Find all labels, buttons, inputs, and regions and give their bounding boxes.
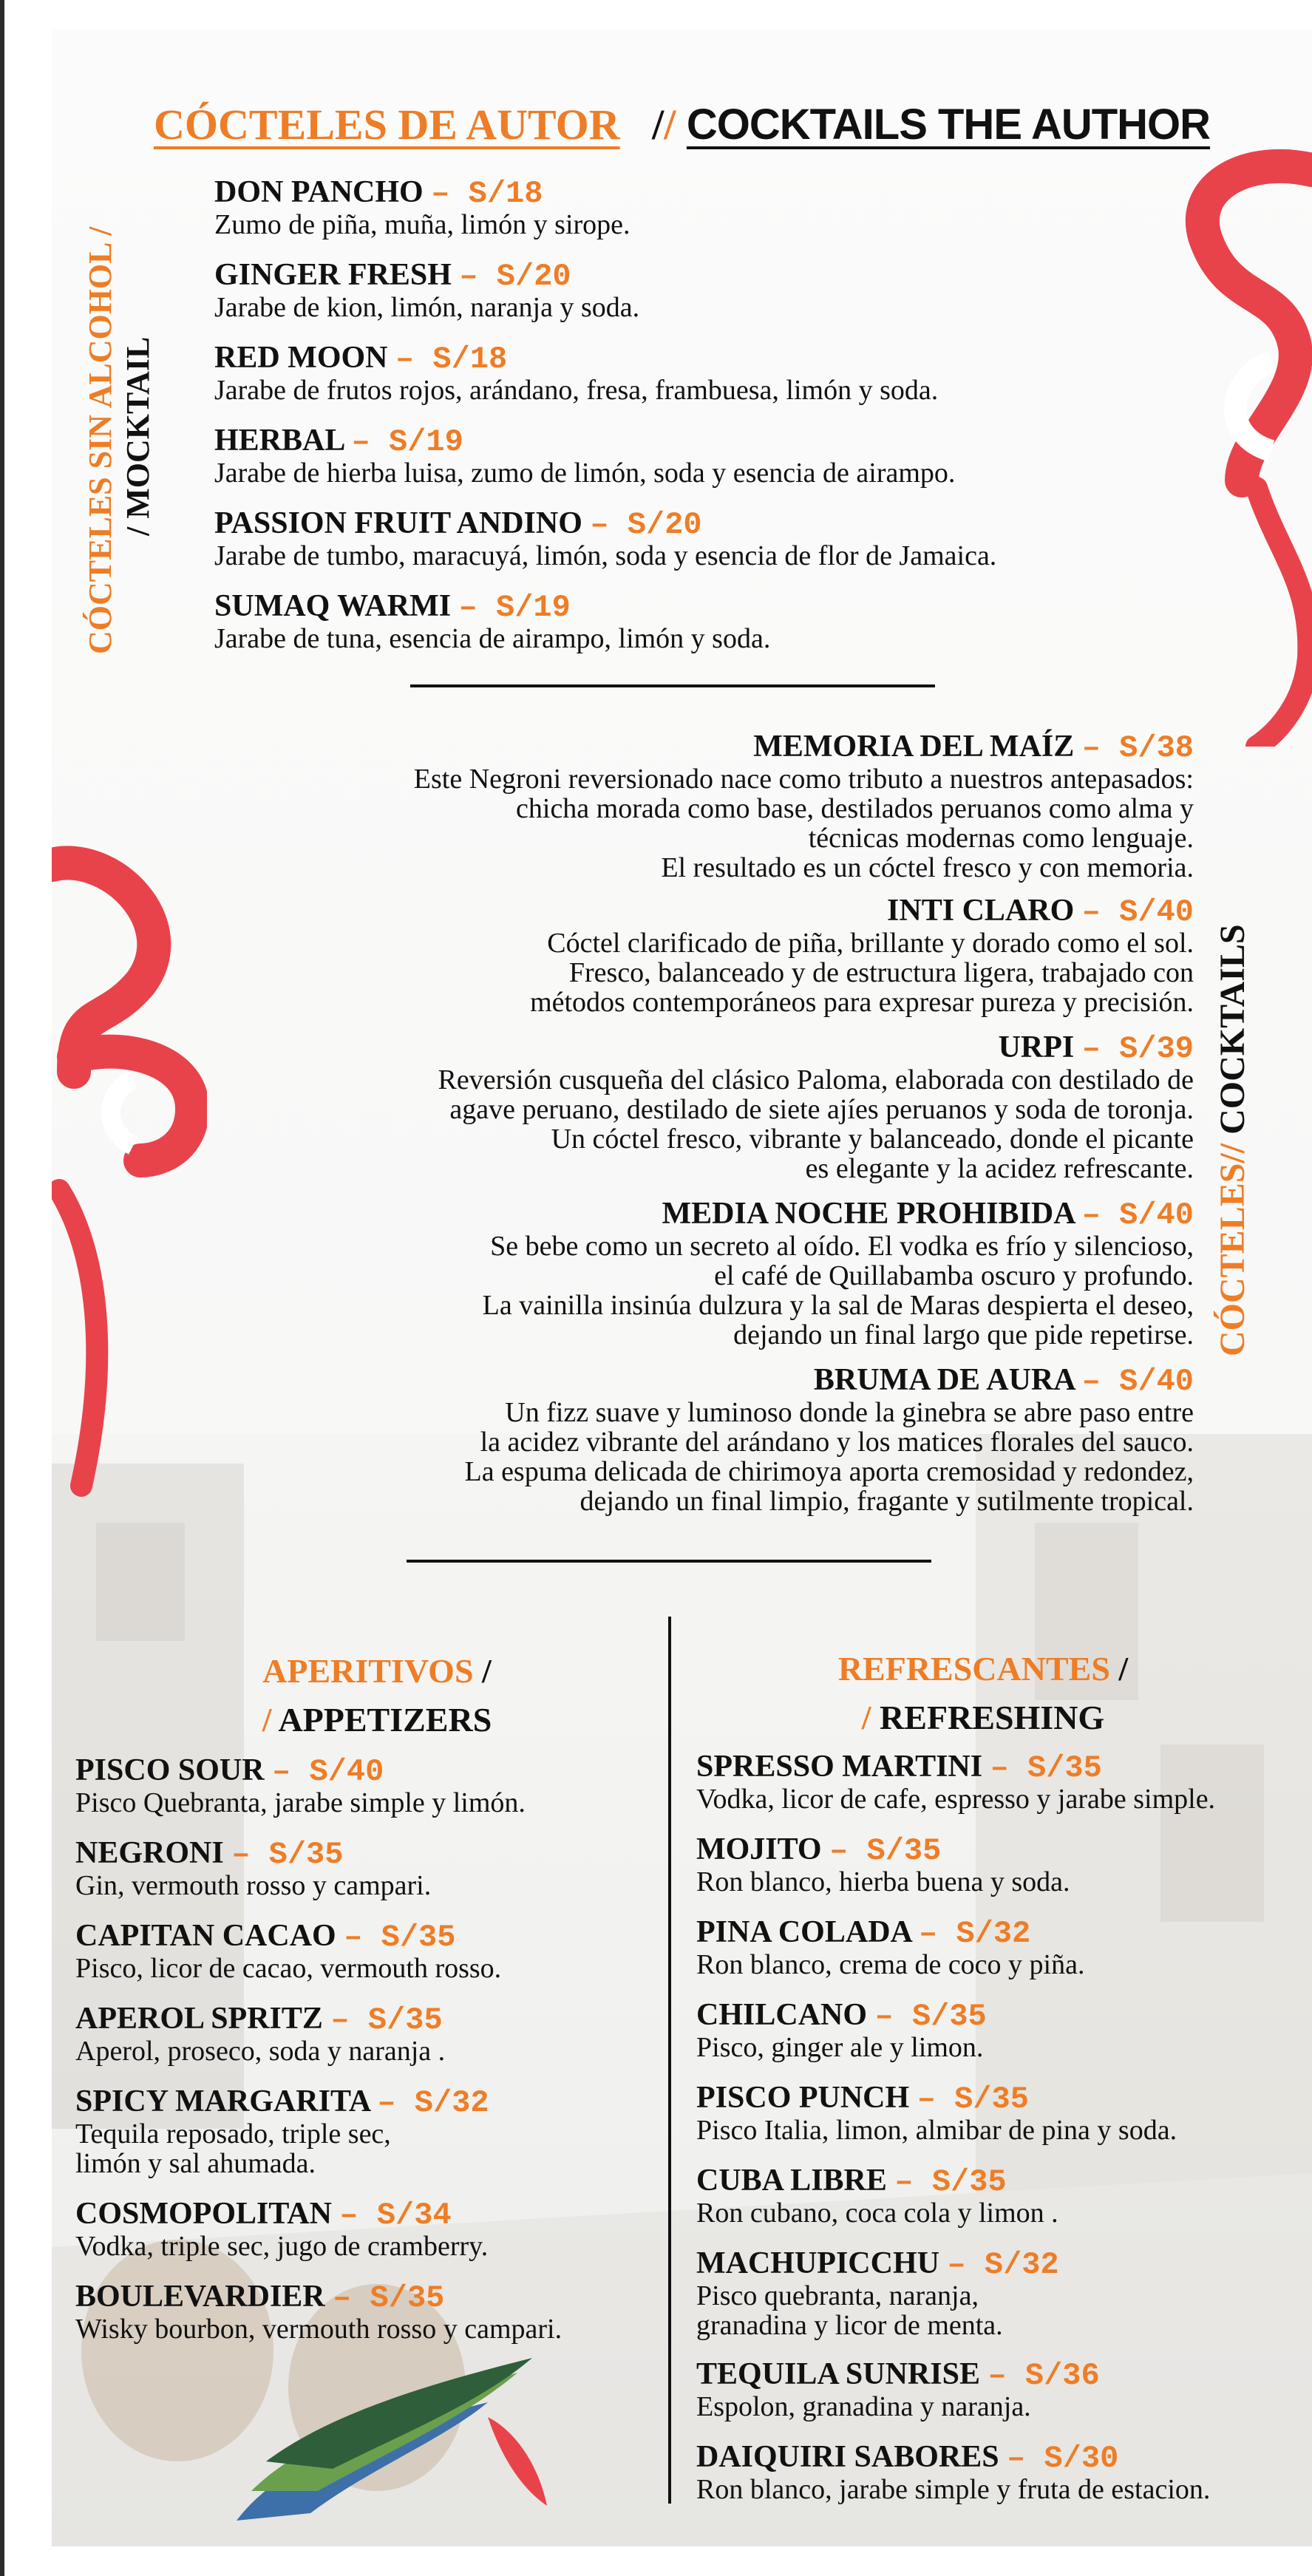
menu-item [214, 507, 996, 571]
item-description: Jarabe de kion, limón, naranja y soda. [214, 292, 640, 323]
item-name-row [438, 1031, 1194, 1065]
item-description: Aperol, proseco, soda y naranja . [75, 2036, 446, 2067]
menu-item [75, 2198, 488, 2261]
item-name: MACHUPICCHU [696, 2246, 939, 2280]
item-price: – S/35 [894, 2164, 1007, 2200]
title-spanish: CÓCTELES DE AUTOR [153, 101, 620, 149]
appetizers-heading [192, 1647, 562, 1744]
item-name-row [696, 2164, 1058, 2198]
menu-item [214, 341, 938, 405]
refreshing-heading-english: REFRESHING [880, 1699, 1105, 1736]
item-description: Jarabe de frutos rojos, arándano, fresa, frambuesa, limón y soda. [214, 375, 939, 406]
item-name-row [214, 590, 770, 624]
item-name: GINGER FRESH [214, 258, 452, 292]
item-name-row [75, 2002, 445, 2036]
menu-item [75, 1754, 526, 1818]
item-price: – S/32 [919, 1916, 1031, 1951]
item-name: HERBAL [214, 424, 344, 458]
item-name: NEGRONI [75, 1836, 224, 1870]
item-description-line: dejando un final limpio, fragante y sutilmente tropical. [579, 1486, 1194, 1517]
item-price: – S/35 [333, 2280, 445, 2316]
section-divider [407, 1560, 931, 1563]
item-name: CAPITAN CACAO [75, 1919, 336, 1953]
title-separator: / [652, 101, 665, 149]
item-description-line: la acidez vibrante del arándano y los matices florales del sauco. [480, 1427, 1194, 1458]
item-name-row [696, 1833, 1070, 1867]
cocktails-label-separator: // [1213, 1143, 1252, 1163]
item-description: Jarabe de tumbo, maracuyá, limón, soda y esencia de flor de Jamaica. [214, 540, 997, 571]
item-description-line: agave peruano, destilado de siete ajíes peruanos y soda de toronja. [449, 1094, 1194, 1125]
menu-item [696, 2164, 1058, 2228]
item-name-row [696, 2358, 1100, 2392]
ribbon-decoration-top-right [1160, 140, 1312, 747]
column-divider [668, 1617, 671, 2504]
menu-item [214, 259, 639, 322]
item-name-row [696, 2441, 1210, 2475]
item-name-row [483, 1197, 1194, 1231]
item-description: Ron blanco, hierba buena y soda. [696, 1866, 1070, 1897]
menu-page [52, 30, 1312, 2546]
item-description: Jarabe de tuna, esencia de airampo, limón y soda. [214, 623, 771, 654]
item-description: Ron blanco, crema de coco y piña. [696, 1949, 1085, 1980]
item-name: DAIQUIRI SABORES [696, 2440, 999, 2474]
menu-item [696, 2441, 1210, 2504]
item-description-line: Pisco quebranta, naranja, [696, 2280, 979, 2311]
item-price: – S/19 [351, 424, 463, 460]
left-edge-rule [0, 0, 4, 2576]
item-name-row [75, 1754, 526, 1788]
item-price: – S/35 [917, 2081, 1029, 2117]
item-name-row [464, 1364, 1194, 1398]
menu-item [696, 1999, 987, 2062]
item-price: – S/20 [590, 507, 702, 543]
item-price: – S/18 [431, 176, 543, 211]
item-price: – S/18 [395, 341, 508, 377]
item-name: SPICY MARGARITA [75, 2084, 370, 2118]
item-name-row [696, 1999, 987, 2033]
menu-item [75, 2085, 489, 2178]
item-name-row [75, 2280, 562, 2314]
item-description: Wisky bourbon, vermouth rosso y campari. [75, 2314, 562, 2345]
item-name: MEMORIA DEL MAÍZ [753, 730, 1075, 764]
item-description: Pisco, licor de cacao, vermouth rosso. [75, 1953, 502, 1984]
menu-item [75, 2280, 562, 2344]
refreshing-heading [798, 1645, 1168, 1742]
item-name-row [214, 424, 955, 458]
item-description: Jarabe de hierba luisa, zumo de limón, soda y esencia de airampo. [214, 458, 956, 489]
item-price: – S/35 [231, 1837, 344, 1872]
mocktail-vertical-label [81, 227, 157, 654]
item-name: MEDIA NOCHE PROHIBIDA [662, 1197, 1075, 1231]
item-price: – S/40 [272, 1754, 384, 1790]
item-description-line: chicha morada como base, destilados peruanos como alma y [516, 793, 1194, 824]
item-price: – S/34 [339, 2198, 452, 2233]
item-name: DON PANCHO [214, 175, 424, 209]
item-name: SUMAQ WARMI [214, 589, 452, 623]
item-price: – S/35 [990, 1750, 1102, 1786]
heading-slash-accent: / [262, 1701, 272, 1739]
item-price: – S/19 [458, 590, 571, 625]
item-name-row [214, 507, 996, 541]
item-price: – S/35 [874, 1999, 987, 2034]
item-description: Vodka, triple sec, jugo de cramberry. [75, 2231, 489, 2262]
menu-item [414, 730, 1194, 883]
menu-item [464, 1364, 1194, 1516]
item-name-row [214, 176, 630, 210]
item-name: TEQUILA SUNRISE [696, 2357, 980, 2391]
item-price: – S/30 [1007, 2441, 1119, 2476]
menu-item [696, 1833, 1070, 1897]
item-name: PISCO PUNCH [696, 2081, 910, 2115]
item-description: Pisco Quebranta, jarabe simple y limón. [75, 1787, 526, 1818]
item-description-line: La espuma delicada de chirimoya aporta cremosidad y redondez, [464, 1456, 1194, 1487]
menu-item [75, 1837, 431, 1900]
item-description-line: el café de Quillabamba oscuro y profundo. [714, 1260, 1194, 1291]
menu-item [483, 1197, 1194, 1350]
item-name: COSMOPOLITAN [75, 2197, 332, 2231]
item-name-row [696, 2081, 1177, 2115]
item-name: BOULEVARDIER [75, 2280, 325, 2314]
menu-item [75, 2002, 445, 2066]
item-name: BRUMA DE AURA [813, 1363, 1075, 1397]
menu-item [214, 590, 770, 653]
refreshing-heading-spanish: REFRESCANTES [837, 1650, 1110, 1688]
item-description-line: El resultado es un cóctel fresco y con memoria. [661, 852, 1194, 883]
item-description-line: limón y sal ahumada. [75, 2148, 316, 2179]
item-name: RED MOON [214, 341, 388, 375]
item-description-line: Fresco, balanceado y de estructura ligera, trabajado con [568, 957, 1194, 988]
heading-slash: / [482, 1652, 492, 1690]
item-name-row [696, 1750, 1215, 1784]
menu-item [696, 1916, 1084, 1979]
item-description-line: es elegante y la acidez refrescante. [805, 1153, 1194, 1184]
ribbon-decoration-left [52, 835, 207, 1501]
menu-item [696, 2081, 1177, 2145]
wave-logo-icon [222, 2343, 591, 2535]
appetizers-heading-spanish: APERITIVOS [262, 1652, 474, 1690]
item-name: APEROL SPRITZ [75, 2002, 323, 2036]
item-price: – S/35 [829, 1833, 942, 1869]
item-price: – S/40 [1081, 894, 1194, 930]
menu-item [214, 176, 630, 239]
item-price: – S/39 [1081, 1031, 1194, 1067]
item-description: Pisco Italia, limon, almibar de pina y soda. [696, 2115, 1177, 2146]
heading-slash-accent: / [861, 1699, 871, 1736]
item-name-row [414, 730, 1194, 764]
item-price: – S/40 [1081, 1364, 1194, 1399]
item-name: PASSION FRUIT ANDINO [214, 506, 582, 540]
item-price: – S/32 [377, 2085, 489, 2121]
item-description-line: Tequila reposado, triple sec, [75, 2118, 391, 2150]
item-name: INTI CLARO [887, 894, 1075, 928]
item-name: SPRESSO MARTINI [696, 1750, 983, 1784]
item-name-row [75, 1920, 501, 1954]
item-name-row [75, 1837, 431, 1871]
item-name-row [696, 1916, 1084, 1950]
cocktails-vertical-label [1212, 924, 1253, 1356]
mocktail-label-english: / MOCKTAIL [120, 336, 156, 536]
item-description-line: Un cóctel fresco, vibrante y balanceado, donde el picante [551, 1124, 1194, 1155]
item-name: CUBA LIBRE [696, 2164, 887, 2198]
item-name: CHILCANO [696, 1998, 868, 2032]
item-description-line: Se bebe como un secreto al oído. El vodka es frío y silencioso, [490, 1231, 1194, 1262]
item-price: – S/36 [988, 2358, 1100, 2393]
appetizers-heading-english: APPETIZERS [278, 1701, 492, 1739]
item-description-line: Cóctel clarificado de piña, brillante y dorado como el sol. [547, 928, 1194, 959]
item-name-row [214, 259, 639, 293]
item-description-line: Este Negroni reversionado nace como tributo a nuestros antepasados: [413, 764, 1194, 795]
mocktail-label-spanish: CÓCTELES SIN ALCOHOL / [82, 226, 118, 654]
item-price: – S/35 [344, 1920, 456, 1955]
menu-item [214, 424, 955, 488]
item-description-line: técnicas modernas como lenguaje. [808, 823, 1194, 854]
heading-slash: / [1118, 1650, 1129, 1688]
item-price: – S/32 [947, 2247, 1059, 2283]
menu-item [75, 1920, 501, 1983]
item-description: Ron cubano, coca cola y limon . [696, 2198, 1058, 2229]
item-name: PINA COLADA [696, 1915, 911, 1949]
title-english: COCKTAILS THE AUTHOR [686, 101, 1211, 149]
item-description: Vodka, licor de cafe, espresso y jarabe simple. [696, 1784, 1216, 1815]
item-description: Gin, vermouth rosso y campari. [75, 1870, 432, 1901]
item-name-row [75, 2085, 489, 2119]
cocktails-label-spanish: CÓCTELES [1213, 1163, 1252, 1356]
item-description-line: dejando un final largo que pide repetirse. [733, 1319, 1194, 1350]
item-description: Pisco, ginger ale y limon. [696, 2032, 984, 2063]
item-name-row [214, 341, 938, 375]
item-price: – S/20 [459, 259, 571, 294]
menu-item [438, 1031, 1194, 1183]
item-name: URPI [998, 1030, 1075, 1064]
item-description: Ron blanco, jarabe simple y fruta de estacion. [696, 2474, 1211, 2505]
item-name-row [75, 2198, 488, 2232]
section-divider [410, 684, 935, 687]
item-description: Zumo de piña, muña, limón y sirope. [214, 209, 630, 240]
menu-item [696, 1750, 1215, 1814]
menu-title [52, 100, 1312, 149]
item-price: – S/35 [330, 2002, 443, 2038]
item-name-row [530, 894, 1194, 928]
item-name: PISCO SOUR [75, 1753, 265, 1787]
menu-item [696, 2247, 1059, 2340]
item-price: – S/38 [1081, 730, 1194, 766]
item-description-line: La vainilla insinúa dulzura y la sal de Maras despierta el deseo, [482, 1290, 1194, 1321]
cocktails-label-english: COCKTAILS [1213, 924, 1252, 1135]
item-description-line: Reversión cusqueña del clásico Paloma, elaborada con destilado de [438, 1064, 1194, 1095]
title-separator-accent: / [664, 101, 676, 149]
item-description-line: métodos contemporáneos para expresar pureza y precisión. [530, 987, 1194, 1018]
menu-item [530, 894, 1194, 1017]
item-description-line: granadina y licor de menta. [696, 2310, 1003, 2341]
item-name: MOJITO [696, 1832, 822, 1866]
item-description-line: Un fizz suave y luminoso donde la ginebra se abre paso entre [505, 1397, 1194, 1428]
item-description: Espolon, granadina y naranja. [696, 2391, 1031, 2422]
menu-item [696, 2358, 1100, 2422]
item-name-row [696, 2247, 1059, 2281]
item-price: – S/40 [1081, 1197, 1194, 1233]
